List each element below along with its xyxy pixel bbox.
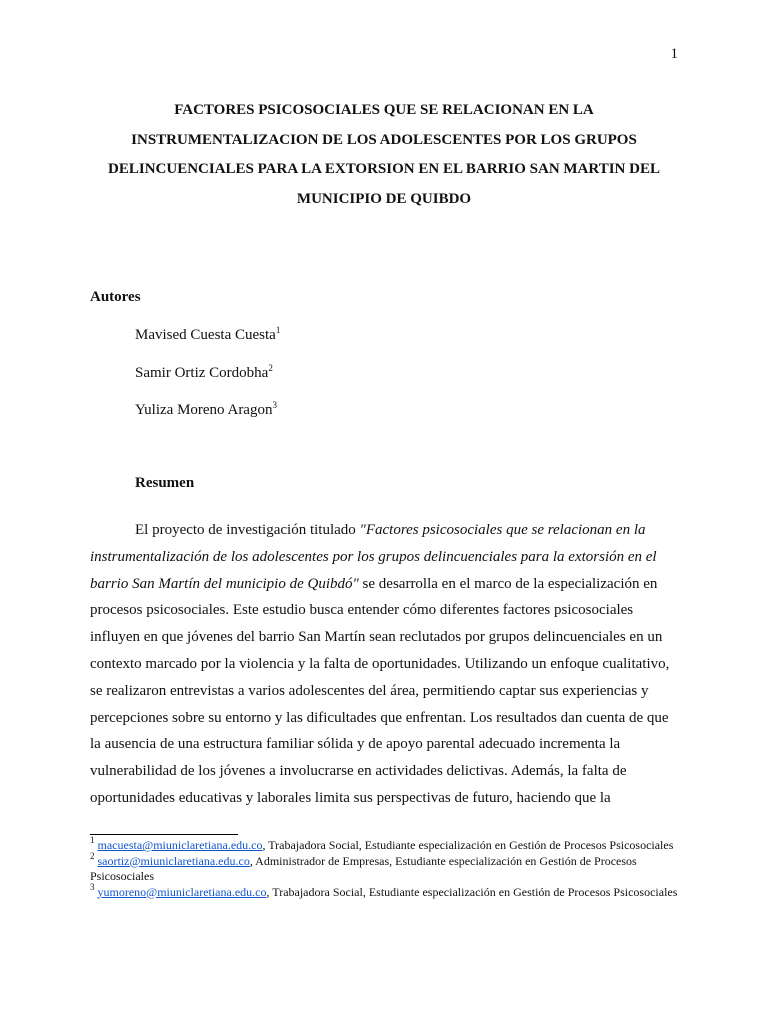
footnote-divider: [90, 834, 238, 835]
footnote-marker[interactable]: 3: [272, 400, 277, 410]
footnote-text: , Trabajadora Social, Estudiante especialización en Gestión de Procesos Psicosociales: [262, 838, 674, 852]
abstract-quoted-title: "Factores psicosociales que se relacionan en la instrumentalización de los adolescentes por los grupos delincuenciales para la extorsión en el barrio San Martín del municipio de Quibdó": [90, 522, 657, 592]
author-name: Yuliza Moreno Aragon: [135, 402, 273, 418]
footnote-marker[interactable]: 1: [275, 325, 281, 335]
footnote-2: [90, 850, 678, 885]
footnote-text: , Administrador de Empresas, Estudiante especialización en Gestión de Procesos Psicosociales: [90, 853, 637, 883]
abstract-paragraph: [90, 517, 678, 812]
page-number: 1: [670, 46, 678, 62]
author-item: [135, 325, 280, 363]
abstract-lead: El proyecto de investigación titulado: [135, 522, 360, 538]
footnote-text: , Trabajadora Social, Estudiante especialización en Gestión de Procesos Psicosociales: [266, 884, 678, 899]
footnote-number: 3: [90, 881, 95, 892]
author-item: [135, 400, 280, 438]
author-list: [135, 325, 280, 438]
author-name: Samir Ortiz Cordobha: [135, 364, 269, 381]
footnote-marker[interactable]: 2: [268, 362, 273, 373]
abstract-heading: Resumen: [135, 475, 195, 491]
footnotes: [90, 835, 678, 900]
footnote-1: [90, 835, 678, 854]
document-title: FACTORES PSICOSOCIALES QUE SE RELACIONAN EN LA INSTRUMENTALIZACION DE LOS ADOLESCENTES POR LOS GRUPOS DELINCUENCIALES PARA LA EXTORSION EN EL BARRIO SAN MARTIN DEL MUNICIPIO DE QUIBDO: [108, 102, 660, 207]
footnote-number: 2: [90, 850, 95, 861]
authors-heading: Autores: [90, 289, 141, 305]
footnote-email-link[interactable]: yumoreno@miuniclaretiana.edu.co: [97, 884, 267, 899]
author-item: [135, 363, 280, 401]
author-name: Mavised Cuesta Cuesta: [135, 327, 276, 343]
footnote-3: [90, 881, 678, 901]
footnote-email-link[interactable]: saortiz@miuniclaretiana.edu.co: [97, 853, 250, 868]
abstract-body-text: se desarrolla en el marco de la especialización en procesos psicosociales. Este estudio busca entender cómo diferentes factores psicosociales influyen en que jóvenes del barrio San Martín sean reclutados por grupos delincuenciales en un contexto marcado por la violencia y la falta de oportunidades. Utilizando un enfoque cualitativo, se realizaron entrevistas a varios adolescentes del área, permitiendo captar sus experiencias y percepciones sobre su entorno y las dificultades que enfrentan. Los resultados dan cuenta de que la ausencia de una estructura familiar sólida y de apoyo parental adecuado incrementa la vulnerabilidad de los jóvenes a involucrarse en actividades delictivas. Además, la falta de oportunidades educativas y laborales limita sus perspectivas de futuro, haciendo que la: [90, 575, 670, 806]
footnote-number: 1: [90, 835, 95, 845]
footnote-email-link[interactable]: macuesta@miuniclaretiana.edu.co: [97, 838, 263, 852]
